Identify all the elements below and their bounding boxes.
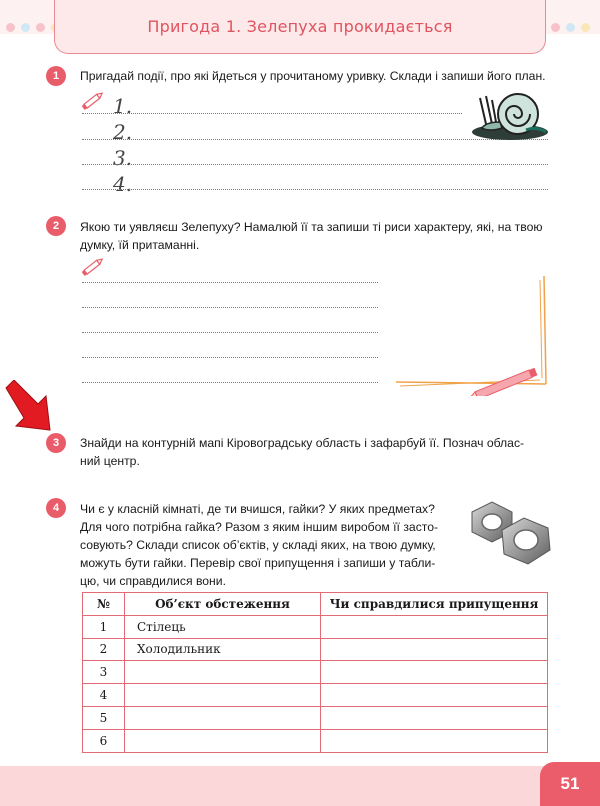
row-number: 4	[83, 684, 125, 707]
answer-line	[82, 357, 378, 358]
answer-line	[82, 113, 462, 114]
task-4-text-line5: цю, чи справдилися вони.	[80, 574, 226, 588]
task-2-text-line2: думку, їй притаманні.	[80, 238, 200, 252]
pencil-icon	[80, 90, 106, 112]
row-result[interactable]	[321, 706, 548, 729]
row-object[interactable]	[125, 706, 321, 729]
plan-number-2: 2.	[113, 120, 133, 144]
row-object[interactable]: Стілець	[125, 615, 321, 638]
drawing-frame	[394, 272, 552, 396]
answer-line	[82, 307, 378, 308]
task-2-text-line1: Якою ти уявляєш Зелепуху? Намалюй її та запиши ті риси характеру, які, на твою	[80, 220, 543, 234]
plan-number-4: 4.	[113, 172, 133, 196]
table-row	[83, 615, 548, 638]
row-number: 3	[83, 661, 125, 684]
row-object[interactable]	[125, 729, 321, 752]
drawing-pencil-icon	[468, 368, 538, 396]
row-number: 1	[83, 615, 125, 638]
task-number-4: 4	[46, 498, 66, 518]
table-header-object: Об’єкт обстеження	[125, 593, 321, 616]
table-header-number: №	[83, 593, 125, 616]
row-object[interactable]	[125, 684, 321, 707]
plan-number-3: 3.	[113, 146, 133, 170]
task-3-text-line1: Знайди на контурній мапі Кіровоградську область і зафарбуй її. Познач облас-	[80, 436, 525, 450]
table-row	[83, 729, 548, 752]
answer-line	[82, 382, 378, 383]
page-number: 51	[540, 762, 600, 806]
table-header-result: Чи справдилися припущення	[321, 593, 548, 616]
table-row	[83, 661, 548, 684]
red-arrow-icon	[4, 380, 54, 434]
row-object[interactable]	[125, 661, 321, 684]
task-number-2: 2	[46, 216, 66, 236]
row-result[interactable]	[321, 729, 548, 752]
table-row	[83, 706, 548, 729]
task-3-text-line2: ний центр.	[80, 454, 140, 468]
row-result[interactable]	[321, 615, 548, 638]
answer-line	[82, 282, 378, 283]
answer-line	[82, 189, 548, 190]
table-row	[83, 638, 548, 661]
page-title: Пригода 1. Зелепуха прокидається	[147, 17, 453, 36]
title-box	[54, 0, 546, 54]
task-4-text-line3: совують? Склади список об’єктів, у складі яких, на твою думку,	[80, 538, 436, 552]
row-number: 6	[83, 729, 125, 752]
task-4-text-line1: Чи є у класній кімнаті, де ти вчишся, гайки? У яких предметах?	[80, 502, 435, 516]
row-result[interactable]	[321, 661, 548, 684]
answer-line	[82, 164, 548, 165]
plan-number-1: 1.	[113, 94, 133, 118]
table-row	[83, 684, 548, 707]
row-result[interactable]	[321, 638, 548, 661]
row-number: 5	[83, 706, 125, 729]
snail-illustration	[466, 88, 550, 142]
row-object[interactable]: Холодильник	[125, 638, 321, 661]
pencil-icon	[80, 256, 106, 278]
footer-band	[0, 766, 600, 806]
task-number-1: 1	[46, 66, 66, 86]
objects-table	[82, 592, 548, 753]
table-header-row	[83, 593, 548, 616]
task-number-3: 3	[46, 433, 66, 453]
task-4-text-line2: Для чого потрібна гайка? Разом з яким іншим виробом її засто-	[80, 520, 439, 534]
answer-line	[82, 332, 378, 333]
row-result[interactable]	[321, 684, 548, 707]
row-number: 2	[83, 638, 125, 661]
task-1-text: Пригадай події, про які йдеться у прочитаному уривку. Склади і запиши його план.	[80, 69, 546, 83]
nuts-illustration	[462, 498, 558, 568]
task-4-text-line4: можуть бути гайки. Перевір свої припущення і запиши у табли-	[80, 556, 436, 570]
